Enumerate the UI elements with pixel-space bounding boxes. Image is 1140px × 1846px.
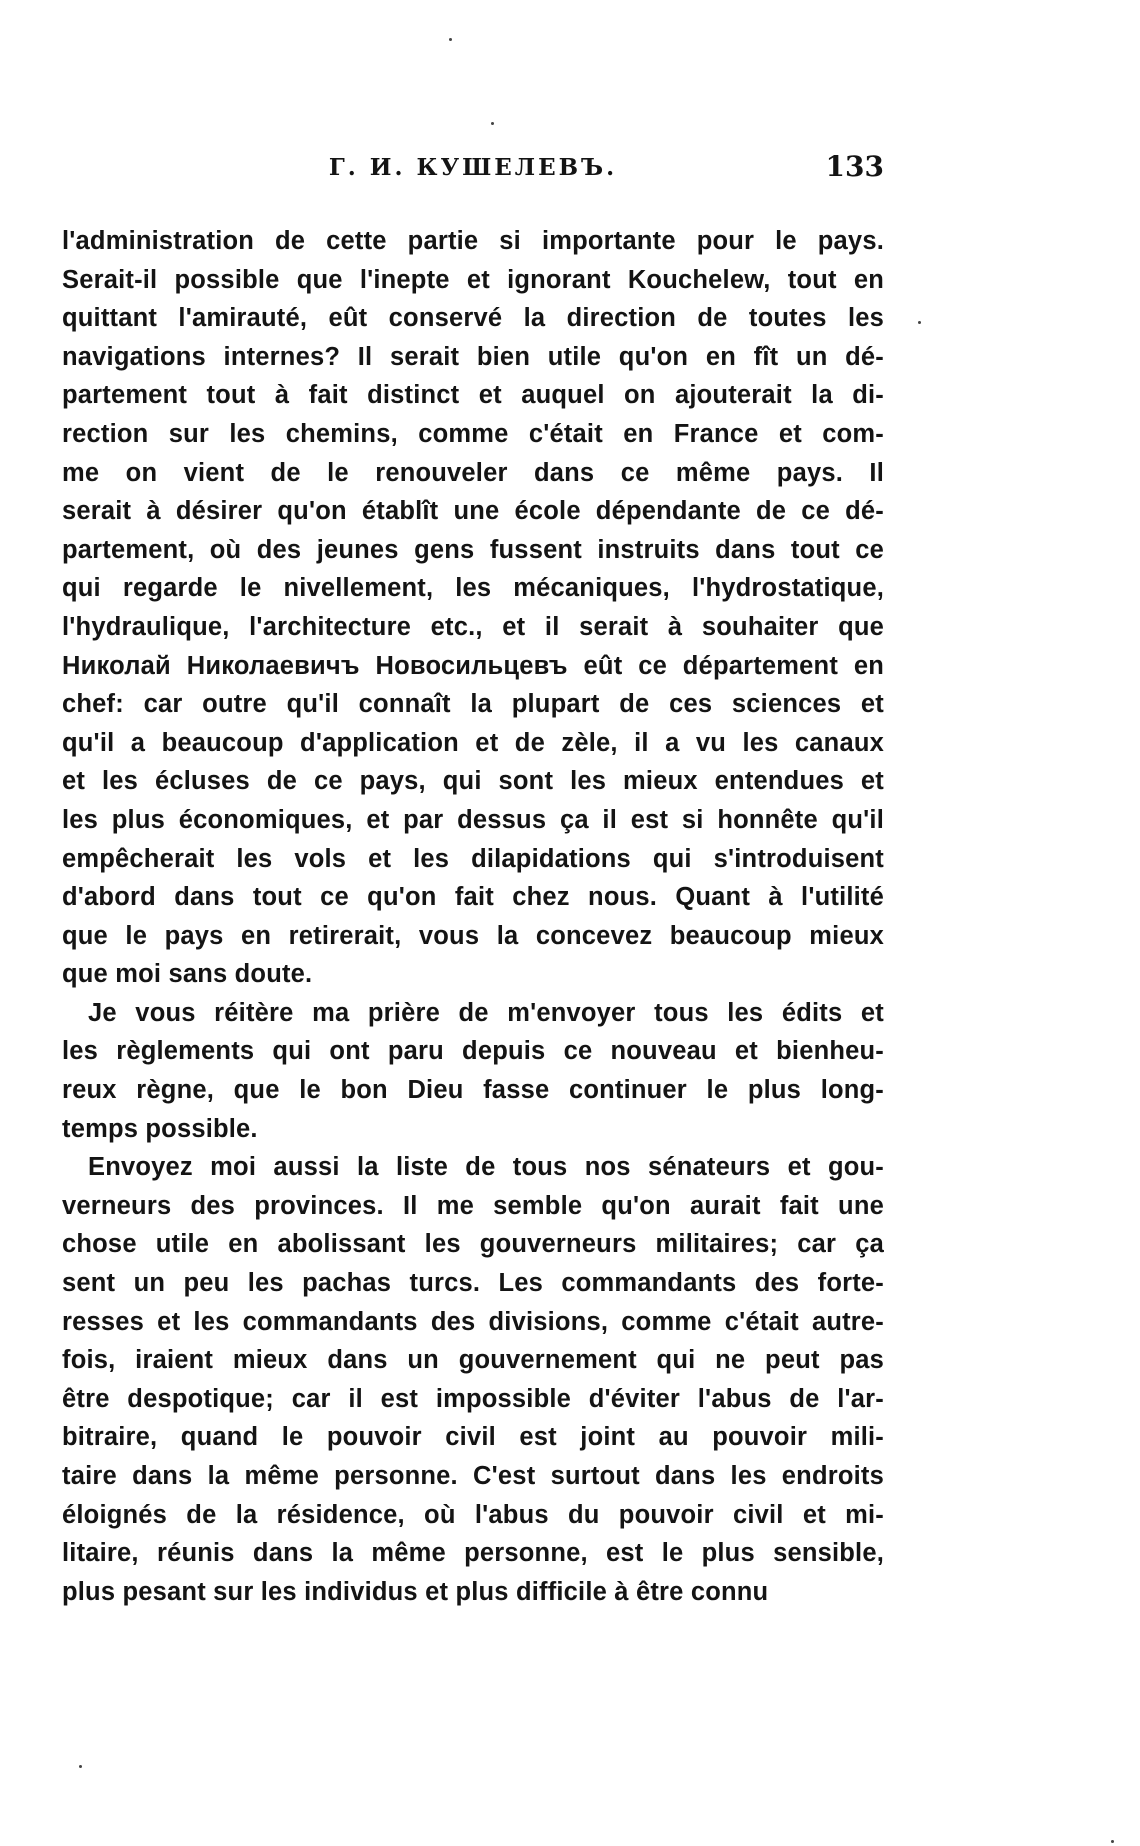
text-line: que le pays en retirerait, vous la concevez beaucoup mieux (62, 921, 884, 950)
text-line: fois, iraient mieux dans un gouvernement qui ne peut pas (62, 1346, 884, 1375)
text-line: Николай Николаевичъ Новосильцевъ eût ce département en (62, 651, 884, 680)
text-line: partement tout à fait distinct et auquel on ajouterait la di- (62, 381, 884, 410)
text-line: Serait-il possible que l'inepte et ignorant Kouchelew, tout en (62, 265, 884, 294)
text-line: partement, où des jeunes gens fussent instruits dans tout ce (62, 535, 884, 564)
text-line: Envoyez moi aussi la liste de tous nos sénateurs et gou- (88, 1153, 884, 1182)
text-line: sent un peu les pachas turcs. Les commandants des forte- (62, 1269, 884, 1298)
text-line: reux règne, que le bon Dieu fasse continuer le plus long- (62, 1076, 884, 1105)
text-line: serait à désirer qu'on établît une école dépendante de ce dé- (62, 497, 884, 526)
text-line: rection sur les chemins, comme c'était en France et com- (62, 419, 884, 448)
text-line: qu'il a beaucoup d'application et de zèle, il a vu les canaux (62, 728, 884, 757)
scan-speck (491, 122, 494, 125)
page-number: 133 (825, 150, 884, 183)
text-line: temps possible. (62, 1114, 258, 1143)
text-line: bitraire, quand le pouvoir civil est joint au pouvoir mili- (62, 1423, 884, 1452)
scan-speck (79, 1765, 82, 1768)
text-line: qui regarde le nivellement, les mécaniques, l'hydrostatique, (62, 574, 884, 603)
scan-speck (449, 38, 452, 41)
text-line: litaire, réunis dans la même personne, est le plus sensible, (62, 1539, 884, 1568)
text-line: Je vous réitère ma prière de m'envoyer tous les édits et (88, 998, 884, 1027)
text-line: resses et les commandants des divisions, comme c'était autre- (62, 1307, 884, 1336)
text-line: que moi sans doute. (62, 960, 313, 989)
text-line: l'administration de cette partie si importante pour le pays. (62, 227, 884, 255)
scan-speck (918, 321, 921, 324)
text-line: et les écluses de ce pays, qui sont les mieux entendues et (62, 767, 884, 796)
scan-speck (1111, 1840, 1114, 1843)
text-line: taire dans la même personne. C'est surtout dans les endroits (62, 1462, 884, 1490)
text-line: les règlements qui ont paru depuis ce nouveau et bienheu- (62, 1037, 884, 1066)
page-header (62, 150, 884, 190)
text-line: éloignés de la résidence, où l'abus du pouvoir civil et mi- (62, 1500, 884, 1529)
text-line: chose utile en abolissant les gouverneurs militaires; car ça (62, 1230, 884, 1259)
text-line: les plus économiques, et par dessus ça il est si honnête qu'il (62, 805, 884, 834)
text-line: me on vient de le renouveler dans ce même pays. Il (62, 458, 884, 487)
text-line: être despotique; car il est impossible d'éviter l'abus de l'ar- (62, 1384, 884, 1413)
text-line: empêcherait les vols et les dilapidations qui s'introduisent (62, 844, 884, 873)
text-line: navigations internes? Il serait bien utile qu'on en fît un dé- (62, 342, 884, 371)
running-head: Г. И. КУШЕЛЕВЪ. (328, 154, 618, 181)
text-line: quittant l'amirauté, eût conservé la direction de toutes les (62, 304, 884, 333)
text-line: d'abord dans tout ce qu'on fait chez nous. Quant à l'utilité (62, 883, 884, 912)
text-line: chef: car outre qu'il connaît la plupart de ces sciences et (62, 690, 884, 719)
text-line: verneurs des provinces. Il me semble qu'on aurait fait une (62, 1191, 884, 1220)
text-line: l'hydraulique, l'architecture etc., et il serait à souhaiter que (62, 612, 884, 641)
text-line: plus pesant sur les individus et plus difficile à être connu (62, 1577, 769, 1606)
body-text (62, 222, 884, 1611)
